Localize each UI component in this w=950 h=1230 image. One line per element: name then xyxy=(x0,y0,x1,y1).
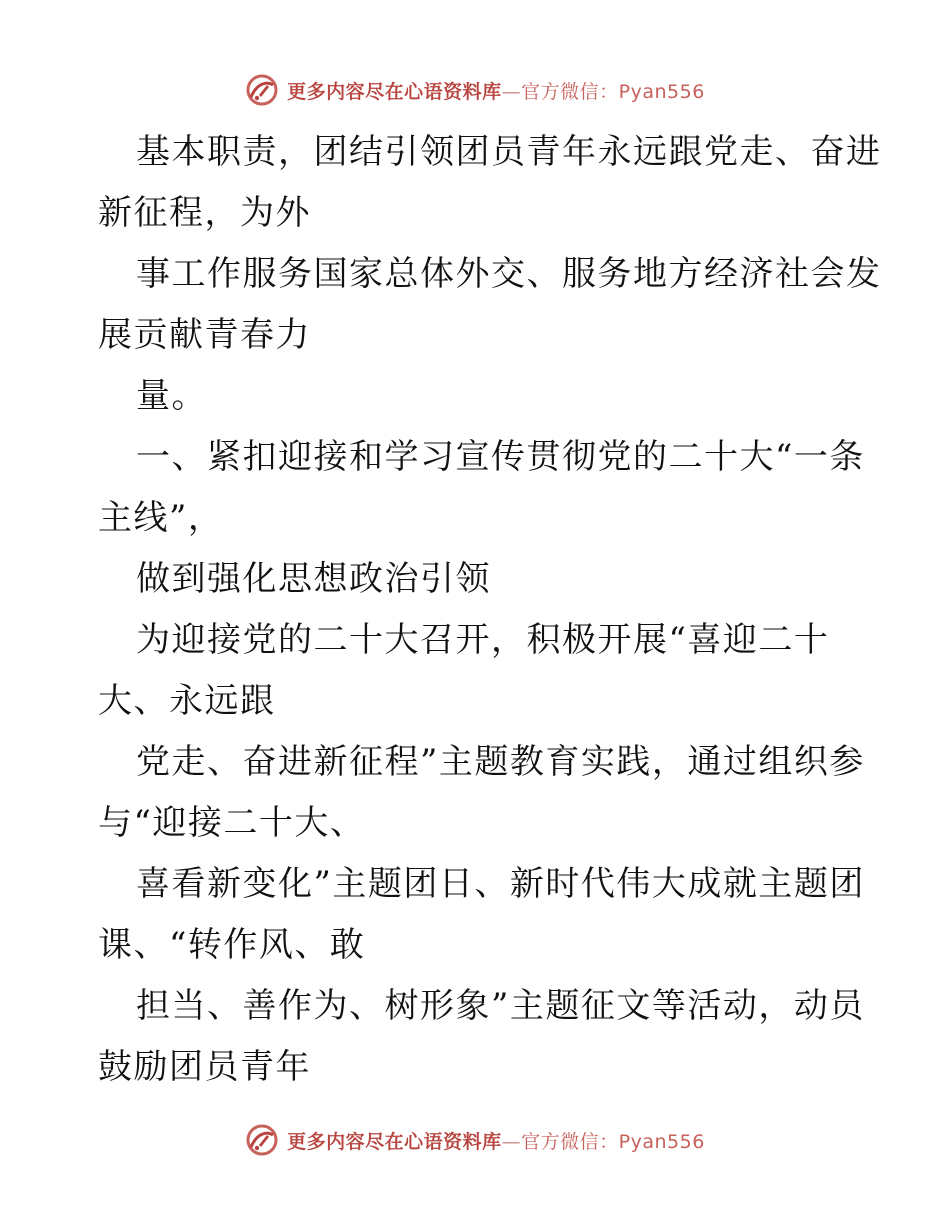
text-line: 与“迎接二十大、 xyxy=(98,803,366,843)
text-line: 事工作服务国家总体外交、服务地方经济社会发 xyxy=(136,254,882,294)
pen-nib-swirl-logo-icon xyxy=(245,73,279,107)
text-line: 展贡献青春力 xyxy=(98,315,311,355)
watermark-suffix: 官方微信：Pyan556 xyxy=(521,1130,705,1153)
watermark-separator: — xyxy=(501,1130,522,1153)
watermark-suffix: 官方微信：Pyan556 xyxy=(521,80,705,103)
text-line: 鼓励团员青年 xyxy=(98,1047,311,1087)
text-line: 做到强化思想政治引领 xyxy=(136,559,491,599)
text-line: 党走、奋进新征程”主题教育实践，通过组织参 xyxy=(136,742,865,782)
text-line: 喜看新变化”主题团日、新时代伟大成就主题团 xyxy=(136,864,865,904)
text-line: 主线”， xyxy=(98,498,224,538)
text-line: 一、紧扣迎接和学习宣传贯彻党的二十大“一条 xyxy=(136,437,865,477)
text-line: 新征程，为外 xyxy=(98,193,311,233)
watermark-separator: — xyxy=(501,80,522,103)
watermark-brand: 更多内容尽在心语资料库 xyxy=(287,1130,502,1153)
text-line: 为迎接党的二十大召开，积极开展“喜迎二十 xyxy=(136,620,830,660)
text-line: 担当、善作为、树形象”主题征文等活动，动员 xyxy=(136,986,865,1026)
watermark-brand: 更多内容尽在心语资料库 xyxy=(287,80,502,103)
pen-nib-swirl-logo-icon xyxy=(245,1123,279,1157)
text-line: 课、“转作风、敢 xyxy=(98,925,366,965)
text-line: 大、永远跟 xyxy=(98,681,276,721)
watermark-text xyxy=(287,77,705,104)
document-body xyxy=(98,122,882,1098)
footer-watermark xyxy=(0,1120,950,1160)
header-watermark xyxy=(0,70,950,110)
watermark-text xyxy=(287,1127,705,1154)
text-line: 量。 xyxy=(136,376,207,416)
text-line: 基本职责，团结引领团员青年永远跟党走、奋进 xyxy=(136,132,882,172)
